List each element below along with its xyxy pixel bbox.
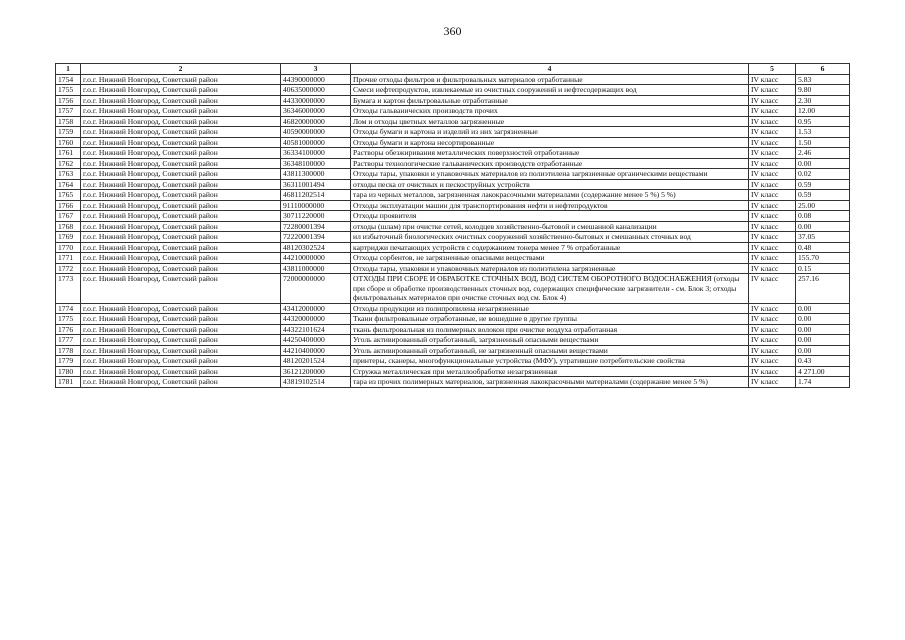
location-cell: г.о.г. Нижний Новгород, Советский район — [81, 190, 281, 201]
amount-cell: 1.50 — [796, 137, 850, 148]
waste-name-cell: Ткани фильтровальные отработанные, не вошедшие в другие группы — [351, 314, 749, 325]
table-row — [56, 106, 850, 117]
amount-cell: 25.00 — [796, 200, 850, 211]
table-row — [56, 85, 850, 96]
location-cell: г.о.г. Нижний Новгород, Советский район — [81, 253, 281, 264]
amount-cell: 0.95 — [796, 116, 850, 127]
hazard-class-cell: IV класс — [749, 263, 796, 274]
row-number-cell: 1770 — [56, 242, 81, 253]
table-row — [56, 377, 850, 388]
hazard-class-cell: IV класс — [749, 253, 796, 264]
amount-cell: 0.43 — [796, 356, 850, 367]
hazard-class-cell: IV класс — [749, 169, 796, 180]
table-row — [56, 253, 850, 264]
row-number-cell: 1773 — [56, 274, 81, 304]
amount-cell: 9.80 — [796, 85, 850, 96]
waste-name-cell: тара из прочих полимерных материалов, загрязненная лакокрасочными материалами (содержание менее 5 %) — [351, 377, 749, 388]
waste-code-cell: 36121200000 — [281, 366, 351, 377]
hazard-class-cell: IV класс — [749, 221, 796, 232]
table-row — [56, 179, 850, 190]
amount-cell: 5.83 — [796, 74, 850, 85]
location-cell: г.о.г. Нижний Новгород, Советский район — [81, 232, 281, 243]
waste-code-cell: 44210400000 — [281, 345, 351, 356]
table-row — [56, 95, 850, 106]
row-number-cell: 1772 — [56, 263, 81, 274]
hazard-class-cell: IV класс — [749, 303, 796, 314]
waste-code-cell: 30711220000 — [281, 211, 351, 222]
hazard-class-cell: IV класс — [749, 190, 796, 201]
location-cell: г.о.г. Нижний Новгород, Советский район — [81, 74, 281, 85]
waste-code-cell: 36311001494 — [281, 179, 351, 190]
location-cell: г.о.г. Нижний Новгород, Советский район — [81, 314, 281, 325]
amount-cell: 0.48 — [796, 242, 850, 253]
waste-code-cell: 48120302524 — [281, 242, 351, 253]
hazard-class-cell: IV класс — [749, 179, 796, 190]
table-row — [56, 148, 850, 159]
table-row — [56, 345, 850, 356]
waste-name-cell: Растворы обезжиривания металлических поверхностей отработанные — [351, 148, 749, 159]
waste-code-cell: 40581000000 — [281, 137, 351, 148]
hazard-class-cell: IV класс — [749, 242, 796, 253]
hazard-class-cell: IV класс — [749, 377, 796, 388]
hazard-class-cell: IV класс — [749, 95, 796, 106]
amount-cell: 1.53 — [796, 127, 850, 138]
row-number-cell: 1765 — [56, 190, 81, 201]
row-number-cell: 1779 — [56, 356, 81, 367]
waste-name-cell: Отходы тары, упаковки и упаковочных материалов из полиэтилена загрязненные — [351, 263, 749, 274]
row-number-cell: 1775 — [56, 314, 81, 325]
location-cell: г.о.г. Нижний Новгород, Советский район — [81, 85, 281, 96]
table-row — [56, 356, 850, 367]
row-number-cell: 1759 — [56, 127, 81, 138]
table-row — [56, 127, 850, 138]
location-cell: г.о.г. Нижний Новгород, Советский район — [81, 377, 281, 388]
location-cell: г.о.г. Нижний Новгород, Советский район — [81, 95, 281, 106]
waste-register-table — [55, 63, 850, 388]
amount-cell: 155.70 — [796, 253, 850, 264]
row-number-cell: 1758 — [56, 116, 81, 127]
waste-name-cell: Уголь активированный отработанный, не загрязненный опасными веществами — [351, 345, 749, 356]
row-number-cell: 1756 — [56, 95, 81, 106]
amount-cell: 12.00 — [796, 106, 850, 117]
waste-code-cell: 44320000000 — [281, 314, 351, 325]
table-row — [56, 137, 850, 148]
row-number-cell: 1777 — [56, 335, 81, 346]
column-header: 2 — [81, 64, 281, 75]
table-row — [56, 335, 850, 346]
column-header: 4 — [351, 64, 749, 75]
table-row — [56, 211, 850, 222]
table-body — [56, 74, 850, 387]
hazard-class-cell: IV класс — [749, 232, 796, 243]
hazard-class-cell: IV класс — [749, 74, 796, 85]
waste-name-cell: отходы песка от очистных и пескоструйных устройств — [351, 179, 749, 190]
table-row — [56, 116, 850, 127]
waste-code-cell: 44250400000 — [281, 335, 351, 346]
waste-code-cell: 72280001394 — [281, 221, 351, 232]
column-number-row — [56, 64, 850, 75]
row-number-cell: 1755 — [56, 85, 81, 96]
row-number-cell: 1768 — [56, 221, 81, 232]
location-cell: г.о.г. Нижний Новгород, Советский район — [81, 356, 281, 367]
hazard-class-cell: IV класс — [749, 148, 796, 159]
hazard-class-cell: IV класс — [749, 116, 796, 127]
location-cell: г.о.г. Нижний Новгород, Советский район — [81, 242, 281, 253]
row-number-cell: 1766 — [56, 200, 81, 211]
location-cell: г.о.г. Нижний Новгород, Советский район — [81, 211, 281, 222]
column-header: 6 — [796, 64, 850, 75]
column-header: 3 — [281, 64, 351, 75]
waste-code-cell: 43811000000 — [281, 263, 351, 274]
waste-code-cell: 44322101624 — [281, 324, 351, 335]
table-row — [56, 232, 850, 243]
waste-name-cell: Отходы эксплуатации машин для транспортирования нефти и нефтепродуктов — [351, 200, 749, 211]
row-number-cell: 1767 — [56, 211, 81, 222]
waste-code-cell: 91110000000 — [281, 200, 351, 211]
amount-cell: 0.00 — [796, 221, 850, 232]
page-number: 360 — [443, 24, 462, 38]
waste-code-cell: 72000000000 — [281, 274, 351, 304]
waste-code-cell: 40590000000 — [281, 127, 351, 138]
hazard-class-cell: IV класс — [749, 158, 796, 169]
table-row — [56, 263, 850, 274]
row-number-cell: 1771 — [56, 253, 81, 264]
column-header: 5 — [749, 64, 796, 75]
hazard-class-cell: IV класс — [749, 274, 796, 304]
amount-cell: 0.00 — [796, 345, 850, 356]
row-number-cell: 1781 — [56, 377, 81, 388]
amount-cell: 2.30 — [796, 95, 850, 106]
waste-name-cell: тара из черных металлов, загрязненная лакокрасочными материалами (содержание менее 5 %) 5 %) — [351, 190, 749, 201]
location-cell: г.о.г. Нижний Новгород, Советский район — [81, 345, 281, 356]
location-cell: г.о.г. Нижний Новгород, Советский район — [81, 200, 281, 211]
row-number-cell: 1769 — [56, 232, 81, 243]
amount-cell: 0.00 — [796, 324, 850, 335]
waste-name-cell: Бумага и картон фильтровальные отработанные — [351, 95, 749, 106]
waste-name-cell: отходы (шлам) при очистке сетей, колодцев хозяйственно-бытовой и смешанной канализации — [351, 221, 749, 232]
waste-code-cell: 46811202514 — [281, 190, 351, 201]
amount-cell: 257.16 — [796, 274, 850, 304]
hazard-class-cell: IV класс — [749, 200, 796, 211]
hazard-class-cell: IV класс — [749, 366, 796, 377]
table-row — [56, 314, 850, 325]
table-row — [56, 158, 850, 169]
hazard-class-cell: IV класс — [749, 335, 796, 346]
row-number-cell: 1778 — [56, 345, 81, 356]
location-cell: г.о.г. Нижний Новгород, Советский район — [81, 148, 281, 159]
location-cell: г.о.г. Нижний Новгород, Советский район — [81, 366, 281, 377]
location-cell: г.о.г. Нижний Новгород, Советский район — [81, 169, 281, 180]
hazard-class-cell: IV класс — [749, 356, 796, 367]
amount-cell: 0.00 — [796, 335, 850, 346]
hazard-class-cell: IV класс — [749, 314, 796, 325]
waste-code-cell: 72220001394 — [281, 232, 351, 243]
waste-name-cell: Отходы сорбентов, не загрязненные опасными веществами — [351, 253, 749, 264]
amount-cell: 4 271.00 — [796, 366, 850, 377]
amount-cell: 0.00 — [796, 314, 850, 325]
row-number-cell: 1774 — [56, 303, 81, 314]
amount-cell: 0.15 — [796, 263, 850, 274]
amount-cell: 1.74 — [796, 377, 850, 388]
waste-name-cell: Растворы технологические гальванических производств отработанные — [351, 158, 749, 169]
location-cell: г.о.г. Нижний Новгород, Советский район — [81, 274, 281, 304]
waste-code-cell: 36348100000 — [281, 158, 351, 169]
amount-cell: 37.05 — [796, 232, 850, 243]
waste-name-cell: ОТХОДЫ ПРИ СБОРЕ И ОБРАБОТКЕ СТОЧНЫХ ВОД, ВОД СИСТЕМ ОБОРОТНОГО ВОДОСНАБЖЕНИЯ (отходы при сборе и обработке производственных сточных вод, содержащих специфические загрязнители - см. Блок 3; отходы фильтровальных материалов при очистке сточных вод см. Блок 4) — [351, 274, 749, 304]
hazard-class-cell: IV класс — [749, 85, 796, 96]
table-row — [56, 366, 850, 377]
waste-name-cell: ткань фильтровальная из полимерных волокон при очистке воздуха отработанная — [351, 324, 749, 335]
waste-name-cell: Уголь активированный отработанный, загрязненный опасными веществами — [351, 335, 749, 346]
waste-code-cell: 44390000000 — [281, 74, 351, 85]
waste-name-cell: ил избыточный биологических очистных сооружений хозяйственно-бытовых и смешанных сточных вод — [351, 232, 749, 243]
waste-name-cell: Прочие отходы фильтров и фильтровальных материалов отработанные — [351, 74, 749, 85]
table-row — [56, 274, 850, 304]
location-cell: г.о.г. Нижний Новгород, Советский район — [81, 158, 281, 169]
waste-name-cell: картриджи печатающих устройств с содержанием тонера менее 7 % отработанные — [351, 242, 749, 253]
hazard-class-cell: IV класс — [749, 106, 796, 117]
row-number-cell: 1763 — [56, 169, 81, 180]
row-number-cell: 1762 — [56, 158, 81, 169]
hazard-class-cell: IV класс — [749, 211, 796, 222]
amount-cell: 0.00 — [796, 303, 850, 314]
row-number-cell: 1761 — [56, 148, 81, 159]
waste-name-cell: Смеси нефтепродуктов, извлекаемые из очистных сооружений и нефтесодержащих вод — [351, 85, 749, 96]
location-cell: г.о.г. Нижний Новгород, Советский район — [81, 303, 281, 314]
amount-cell: 0.00 — [796, 158, 850, 169]
waste-name-cell: Стружка металлическая при металлообработке незагрязненная — [351, 366, 749, 377]
waste-code-cell: 48120201524 — [281, 356, 351, 367]
location-cell: г.о.г. Нижний Новгород, Советский район — [81, 324, 281, 335]
hazard-class-cell: IV класс — [749, 324, 796, 335]
row-number-cell: 1780 — [56, 366, 81, 377]
row-number-cell: 1764 — [56, 179, 81, 190]
table-row — [56, 303, 850, 314]
table-row — [56, 200, 850, 211]
amount-cell: 0.59 — [796, 179, 850, 190]
amount-cell: 0.59 — [796, 190, 850, 201]
waste-code-cell: 36346000000 — [281, 106, 351, 117]
location-cell: г.о.г. Нижний Новгород, Советский район — [81, 106, 281, 117]
table-row — [56, 169, 850, 180]
waste-name-cell: принтеры, сканеры, многофункциональные устройства (МФУ), утратившие потребительские свойства — [351, 356, 749, 367]
waste-code-cell: 40635000000 — [281, 85, 351, 96]
location-cell: г.о.г. Нижний Новгород, Советский район — [81, 179, 281, 190]
location-cell: г.о.г. Нижний Новгород, Советский район — [81, 221, 281, 232]
row-number-cell: 1757 — [56, 106, 81, 117]
amount-cell: 0.02 — [796, 169, 850, 180]
table-row — [56, 324, 850, 335]
waste-name-cell: Отходы бумаги и картона и изделий из них загрязненные — [351, 127, 749, 138]
table-row — [56, 221, 850, 232]
waste-name-cell: Отходы тары, упаковки и упаковочных материалов из полиэтилена загрязненные органическими веществами — [351, 169, 749, 180]
waste-name-cell: Отходы бумаги и картона несортированные — [351, 137, 749, 148]
waste-name-cell: Лом и отходы цветных металлов загрязненные — [351, 116, 749, 127]
location-cell: г.о.г. Нижний Новгород, Советский район — [81, 116, 281, 127]
row-number-cell: 1754 — [56, 74, 81, 85]
waste-code-cell: 43811300000 — [281, 169, 351, 180]
waste-code-cell: 44210000000 — [281, 253, 351, 264]
location-cell: г.о.г. Нижний Новгород, Советский район — [81, 127, 281, 138]
hazard-class-cell: IV класс — [749, 345, 796, 356]
waste-code-cell: 44330000000 — [281, 95, 351, 106]
column-header: 1 — [56, 64, 81, 75]
table-row — [56, 242, 850, 253]
waste-code-cell: 46820000000 — [281, 116, 351, 127]
waste-code-cell: 43412000000 — [281, 303, 351, 314]
table-row — [56, 190, 850, 201]
waste-name-cell: Отходы проявителя — [351, 211, 749, 222]
row-number-cell: 1760 — [56, 137, 81, 148]
waste-code-cell: 43819102514 — [281, 377, 351, 388]
table-row — [56, 74, 850, 85]
row-number-cell: 1776 — [56, 324, 81, 335]
amount-cell: 0.08 — [796, 211, 850, 222]
amount-cell: 2.46 — [796, 148, 850, 159]
waste-name-cell: Отходы гальванических производств прочих — [351, 106, 749, 117]
location-cell: г.о.г. Нижний Новгород, Советский район — [81, 137, 281, 148]
hazard-class-cell: IV класс — [749, 127, 796, 138]
waste-name-cell: Отходы продукции из полипропилена незагрязненные — [351, 303, 749, 314]
waste-code-cell: 36334100000 — [281, 148, 351, 159]
location-cell: г.о.г. Нижний Новгород, Советский район — [81, 335, 281, 346]
location-cell: г.о.г. Нижний Новгород, Советский район — [81, 263, 281, 274]
hazard-class-cell: IV класс — [749, 137, 796, 148]
